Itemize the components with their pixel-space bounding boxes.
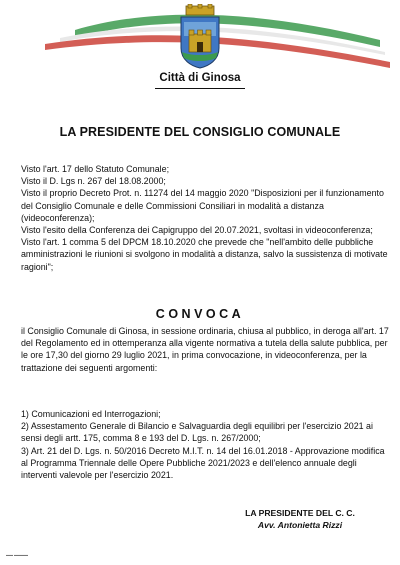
convoca-heading: CONVOCA bbox=[155, 307, 245, 321]
city-name: Città di Ginosa bbox=[159, 72, 241, 84]
letterhead bbox=[0, 0, 400, 100]
premise-item: Visto l'art. 17 dello Statuto Comunale; bbox=[21, 164, 170, 174]
premise-item: Visto l'art. 1 comma 5 del DPCM 18.10.2020 che prevede che "nell'ambito delle pubbliche amministrazioni le riunioni si svolgono in modalità a distanza, salvo la sussistenza di motivate ragioni"; bbox=[21, 237, 388, 272]
convocation-paragraph: il Consiglio Comunale di Ginosa, in sessione ordinaria, chiusa al pubblico, in deroga all'art. 17 del Regolamento ed in ottemperanza alla vigente normativa a tutela della salute pubblica, per le ore 17,30 del giorno 29 luglio 2021, in prima convocazione, in videoconferenza, per la trattazione dei seguenti argomenti: bbox=[21, 326, 389, 373]
document-title: LA PRESIDENTE DEL CONSIGLIO COMUNALE bbox=[59, 125, 341, 139]
signature-block bbox=[220, 508, 380, 531]
premise-item: Visto il proprio Decreto Prot. n. 11274 del 14 maggio 2020 "Disposizioni per il funzionamento del Consiglio Comunale e delle Commissioni Consiliari in modalità a distanza (videoconferenza); bbox=[21, 188, 384, 223]
premise-item: Visto il D. Lgs n. 267 del 18.08.2000; bbox=[21, 176, 166, 187]
signature-name: Avv. Antonietta Rizzi bbox=[257, 519, 343, 530]
premises-list bbox=[21, 163, 391, 273]
agenda-item: 1) Comunicazioni ed Interrogazioni; bbox=[21, 409, 161, 419]
premise-item: Visto l'esito della Conferenza dei Capigruppo del 20.07.2021, svoltasi in videoconferenza; bbox=[21, 225, 373, 236]
convocation-text bbox=[21, 325, 391, 374]
signature-role: LA PRESIDENTE DEL C. C. bbox=[245, 508, 355, 518]
footer-code: ▬▬ ▬▬▬▬ bbox=[6, 553, 28, 557]
agenda-list bbox=[21, 408, 391, 481]
agenda-item: 3) Art. 21 del D. Lgs. n. 50/2016 Decreto M.I.T. n. 14 del 16.01.2018 - Approvazione modifica al Programma Triennale delle Opere Pubbliche 2021/2023 e dell'elenco annuale degli interventi valevole per l'esercizio 2021. bbox=[21, 445, 385, 481]
city-underline bbox=[155, 88, 245, 89]
municipal-crest-icon bbox=[176, 4, 224, 70]
agenda-item: 2) Assestamento Generale di Bilancio e Salvaguardia degli equilibri per l'esercizio 2021 ai sensi degli artt. 175, comma 8 e 193 del D. Lgs. n. 267/2000; bbox=[21, 421, 373, 444]
